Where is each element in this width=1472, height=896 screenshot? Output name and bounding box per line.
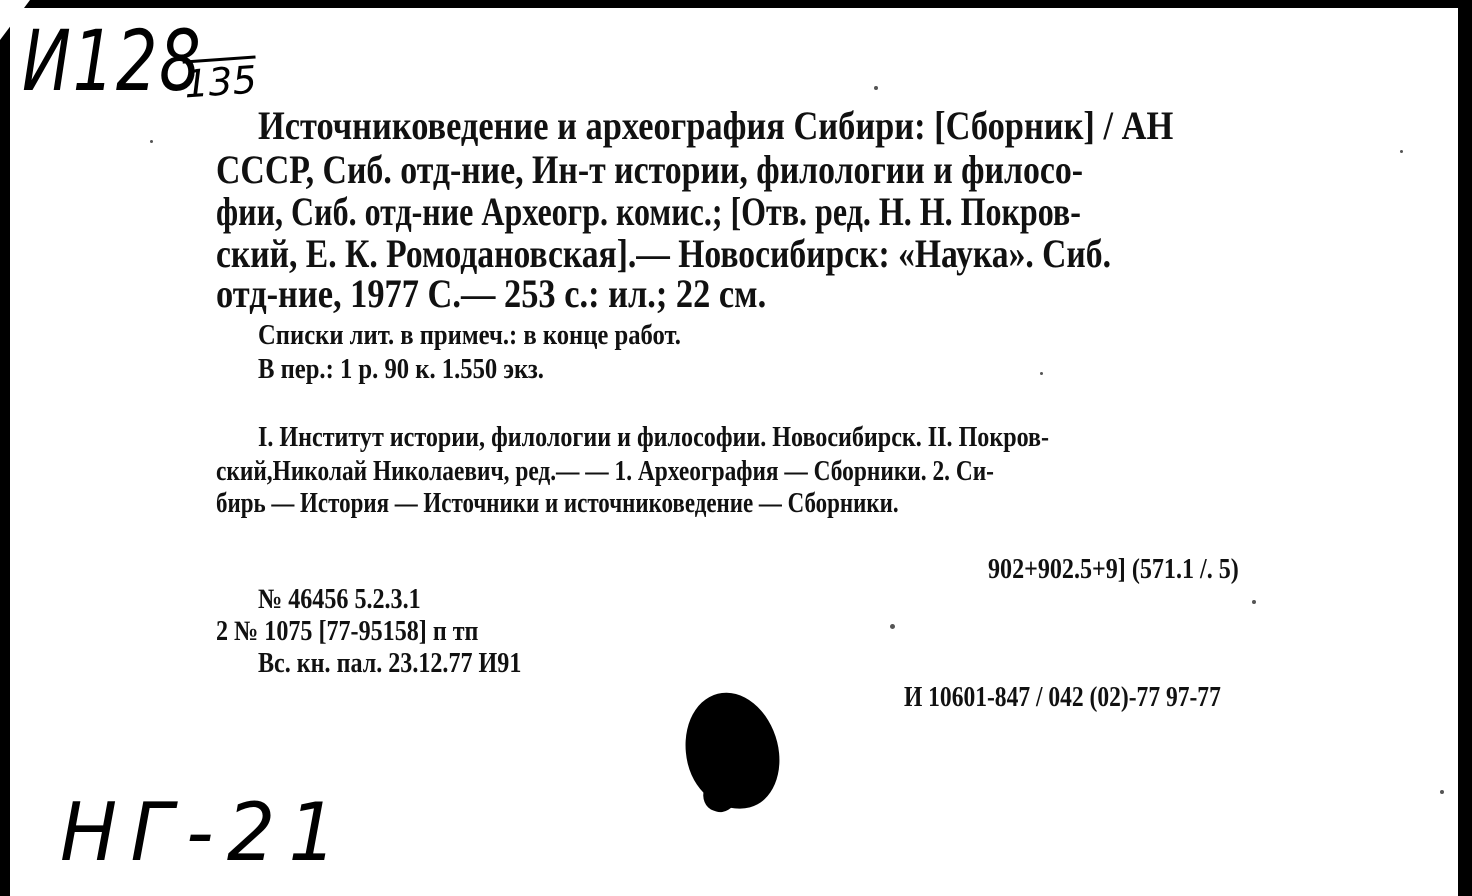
description-line-2: СССР, Сиб. отд-ние, Ин-т истории, филологии и филосо- xyxy=(216,147,1084,192)
tracing-line-3: бирь — История — Источники и источниковедение — Сборники. xyxy=(216,488,899,519)
handwritten-sub-number: 135 xyxy=(182,57,259,107)
description-line-1: Источниковедение и археография Сибири: [Сборник] / АН xyxy=(258,103,1174,148)
record-line-1: № 46456 5.2.3.1 xyxy=(258,584,421,615)
scan-speck xyxy=(890,624,895,629)
scan-speck xyxy=(874,86,878,90)
handwritten-bottom-mark: НГ-21 xyxy=(60,786,351,879)
handwritten-call-number: И128 xyxy=(22,12,203,110)
record-line-2: 2 № 1075 [77-95158] п тп xyxy=(216,616,479,647)
scan-speck xyxy=(1440,790,1444,794)
card-edge-left xyxy=(0,0,10,896)
scan-speck xyxy=(1252,600,1256,604)
description-line-3: фии, Сиб. отд-ние Археогр. комис.; [Отв. ред. Н. Н. Покров- xyxy=(216,189,1081,234)
note-bibliography: Списки лит. в примеч.: в конце работ. xyxy=(258,320,681,351)
tracing-line-2: ский,Николай Николаевич, ред.— — 1. Археография — Сборники. 2. Си- xyxy=(216,456,994,487)
scan-speck xyxy=(1400,150,1403,153)
description-line-4: ский, Е. К. Ромодановская].— Новосибирск: «Наука». Сиб. xyxy=(216,231,1111,276)
description-line-5: отд-ние, 1977 С.— 253 с.: ил.; 22 см. xyxy=(216,271,767,316)
card-edge-right xyxy=(1458,0,1472,896)
record-line-3: Вс. кн. пал. 23.12.77 И91 xyxy=(258,648,522,679)
catalog-code: И 10601-847 / 042 (02)-77 97-77 xyxy=(904,682,1221,713)
classification-index: 902+902.5+9] (571.1 /. 5) xyxy=(988,554,1239,585)
card-edge-top xyxy=(0,0,1472,8)
tracing-line-1: I. Институт истории, филологии и философии. Новосибирск. II. Покров- xyxy=(258,422,1050,453)
scan-speck xyxy=(150,140,153,143)
note-price: В пер.: 1 р. 90 к. 1.550 экз. xyxy=(258,354,544,385)
scan-speck xyxy=(1040,372,1043,375)
